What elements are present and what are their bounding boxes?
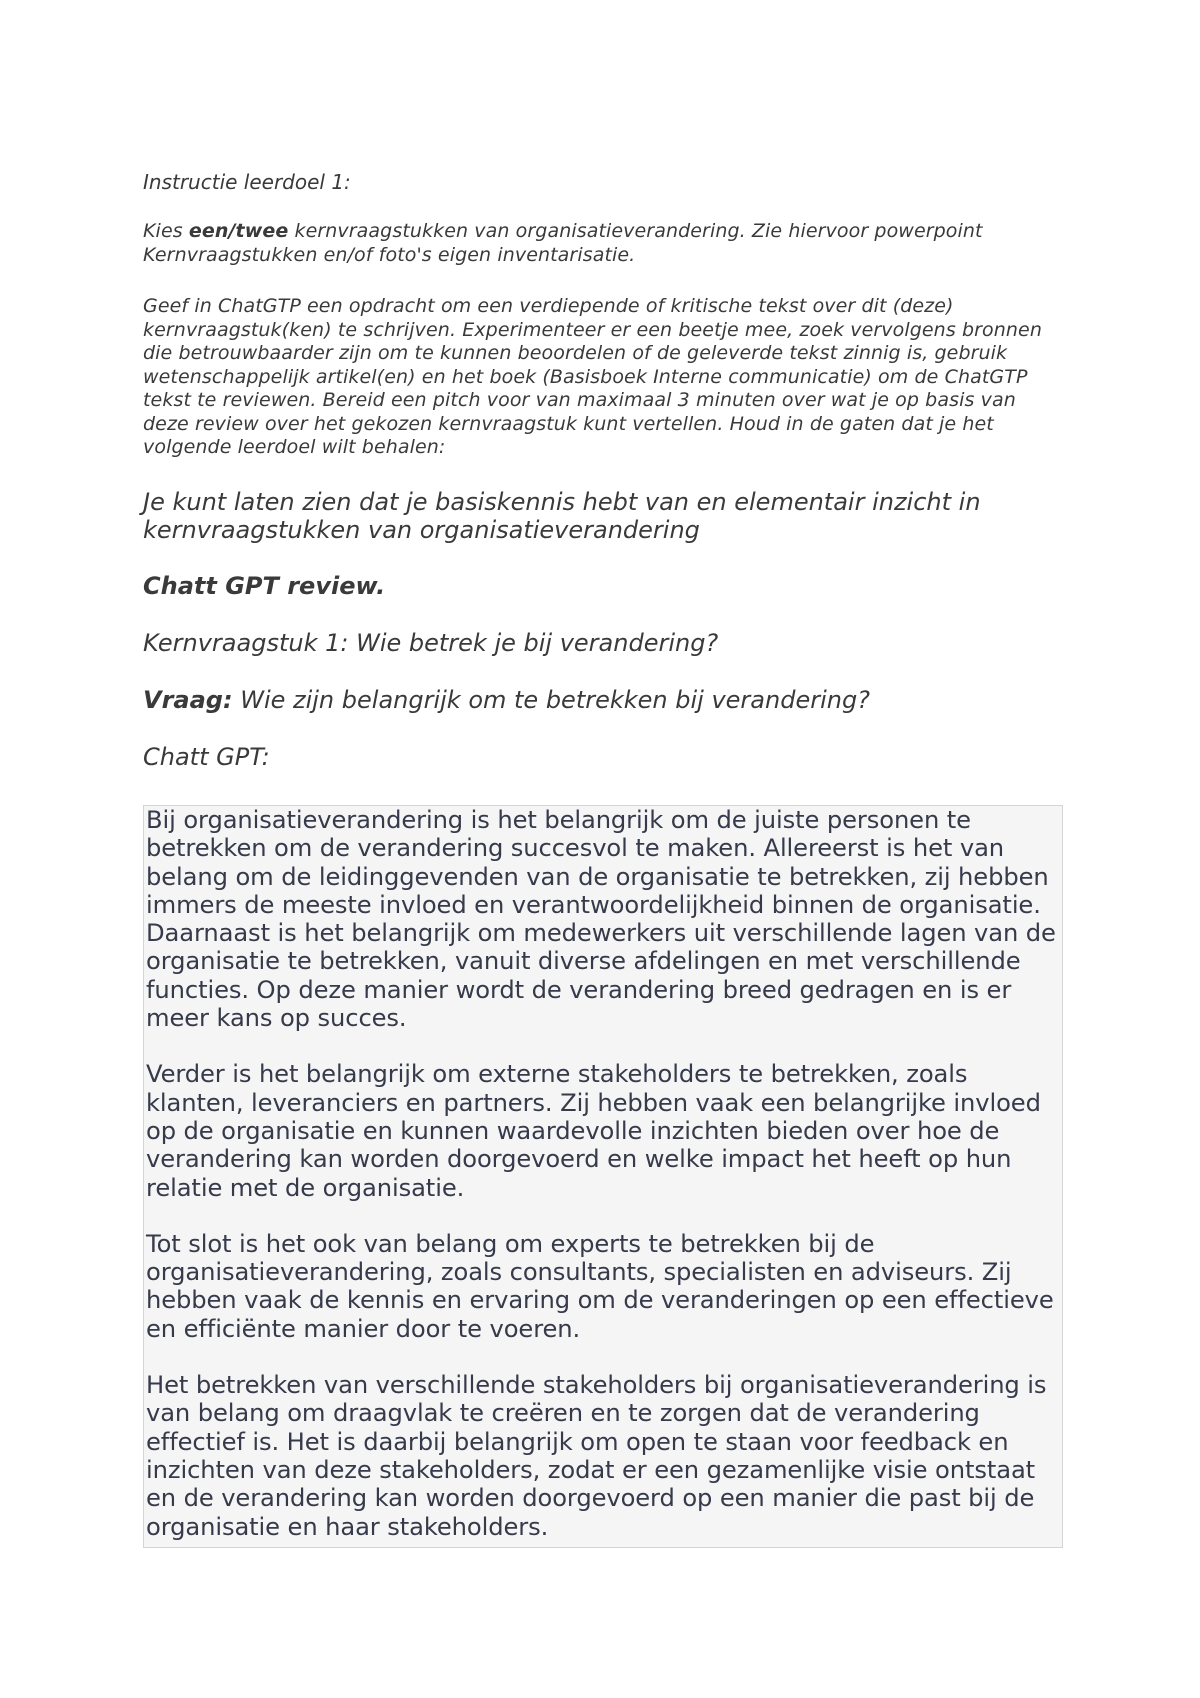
review-title (143, 572, 1065, 600)
question-text: Wie zijn belangrijk om te betrekken bij verandering? (232, 685, 870, 714)
kernvraagstuk-heading: Kernvraagstuk 1: Wie betrek je bij verandering? (143, 628, 719, 657)
instruction-paragraph-2: Geef in ChatGTP een opdracht om een verdiepende of kritische tekst over dit (deze) kernvraagstuk(ken) te schrijven. Experimenteer er een beetje mee, zoek vervolgens bronnen die betrouwbaarder zijn om te kunnen beoordelen of de geleverde tekst zinnig is, gebruik wetenschappelijk artikel(en) en het boek (Basisboek Interne communicatie) om de ChatGTP tekst te reviewen. Bereid een pitch voor van maximaal 3 minuten over wat je op basis van deze review over het gekozen kernvraagstuk kunt vertellen. Houd in de gaten dat je het volgende leerdoel wilt behalen: (143, 295, 1042, 458)
review-title-text: Chatt GPT review. (143, 571, 386, 600)
answer-paragraph-1: Bij organisatieverandering is het belangrijk om de juiste personen te betrekken om de verandering succesvol te maken. Allereerst is het van belang om de leidinggevenden van de organisatie te betrekken, zij hebben immers de meeste invloed en verantwoordelijkheid binnen de organisatie. Daarnaast is het belangrijk om medewerkers uit verschillende lagen van de organisatie te betrekken, vanuit diverse afdelingen en met verschillende functies. Op deze manier wordt de verandering breed gedragen en is er meer kans op succes. (146, 806, 1056, 1033)
instruction-paragraph-1-start: Kies (143, 220, 189, 242)
question-line (143, 686, 1065, 714)
instruction-paragraph-1-end: kernvraagstukken van organisatieverandering. Zie hiervoor powerpoint Kernvraagstukken en/of foto's eigen inventarisatie. (143, 220, 983, 266)
answer-label: Chatt GPT: (143, 742, 270, 771)
answer-paragraph-3: Tot slot is het ook van belang om experts te betrekken bij de organisatieverandering, zoals consultants, specialisten en adviseurs. Zij hebben vaak de kennis en ervaring om de veranderingen op een effectieve en efficiënte manier door te voeren. (146, 1229, 1054, 1343)
answer-paragraph-4: Het betrekken van verschillende stakeholders bij organisatieverandering is van belang om draagvlak te creëren en te zorgen dat de verandering effectief is. Het is daarbij belangrijk om open te staan voor feedback en inzichten van deze stakeholders, zodat er een gezamenlijke visie ontstaat en de verandering kan worden doorgevoerd op een manier die past bij de organisatie en haar stakeholders. (146, 1371, 1047, 1541)
chatgpt-answer-box (143, 805, 1063, 1548)
instruction-paragraph-1 (143, 220, 1065, 267)
instruction-paragraph-1-bold: een/twee (188, 220, 289, 242)
answer-paragraph-2: Verder is het belangrijk om externe stakeholders te betrekken, zoals klanten, leveranciers en partners. Zij hebben vaak een belangrijke invloed op de organisatie en kunnen waardevolle inzichten bieden over hoe de verandering kan worden doorgevoerd en welke impact het heeft op hun relatie met de organisatie. (146, 1060, 1041, 1202)
instruction-title: Instructie leerdoel 1: (143, 170, 351, 194)
learning-goal: Je kunt laten zien dat je basiskennis hebt van en elementair inzicht in kernvraagstukken van organisatieverandering (143, 487, 981, 544)
document-page (143, 170, 1065, 800)
question-label: Vraag: (143, 685, 233, 714)
